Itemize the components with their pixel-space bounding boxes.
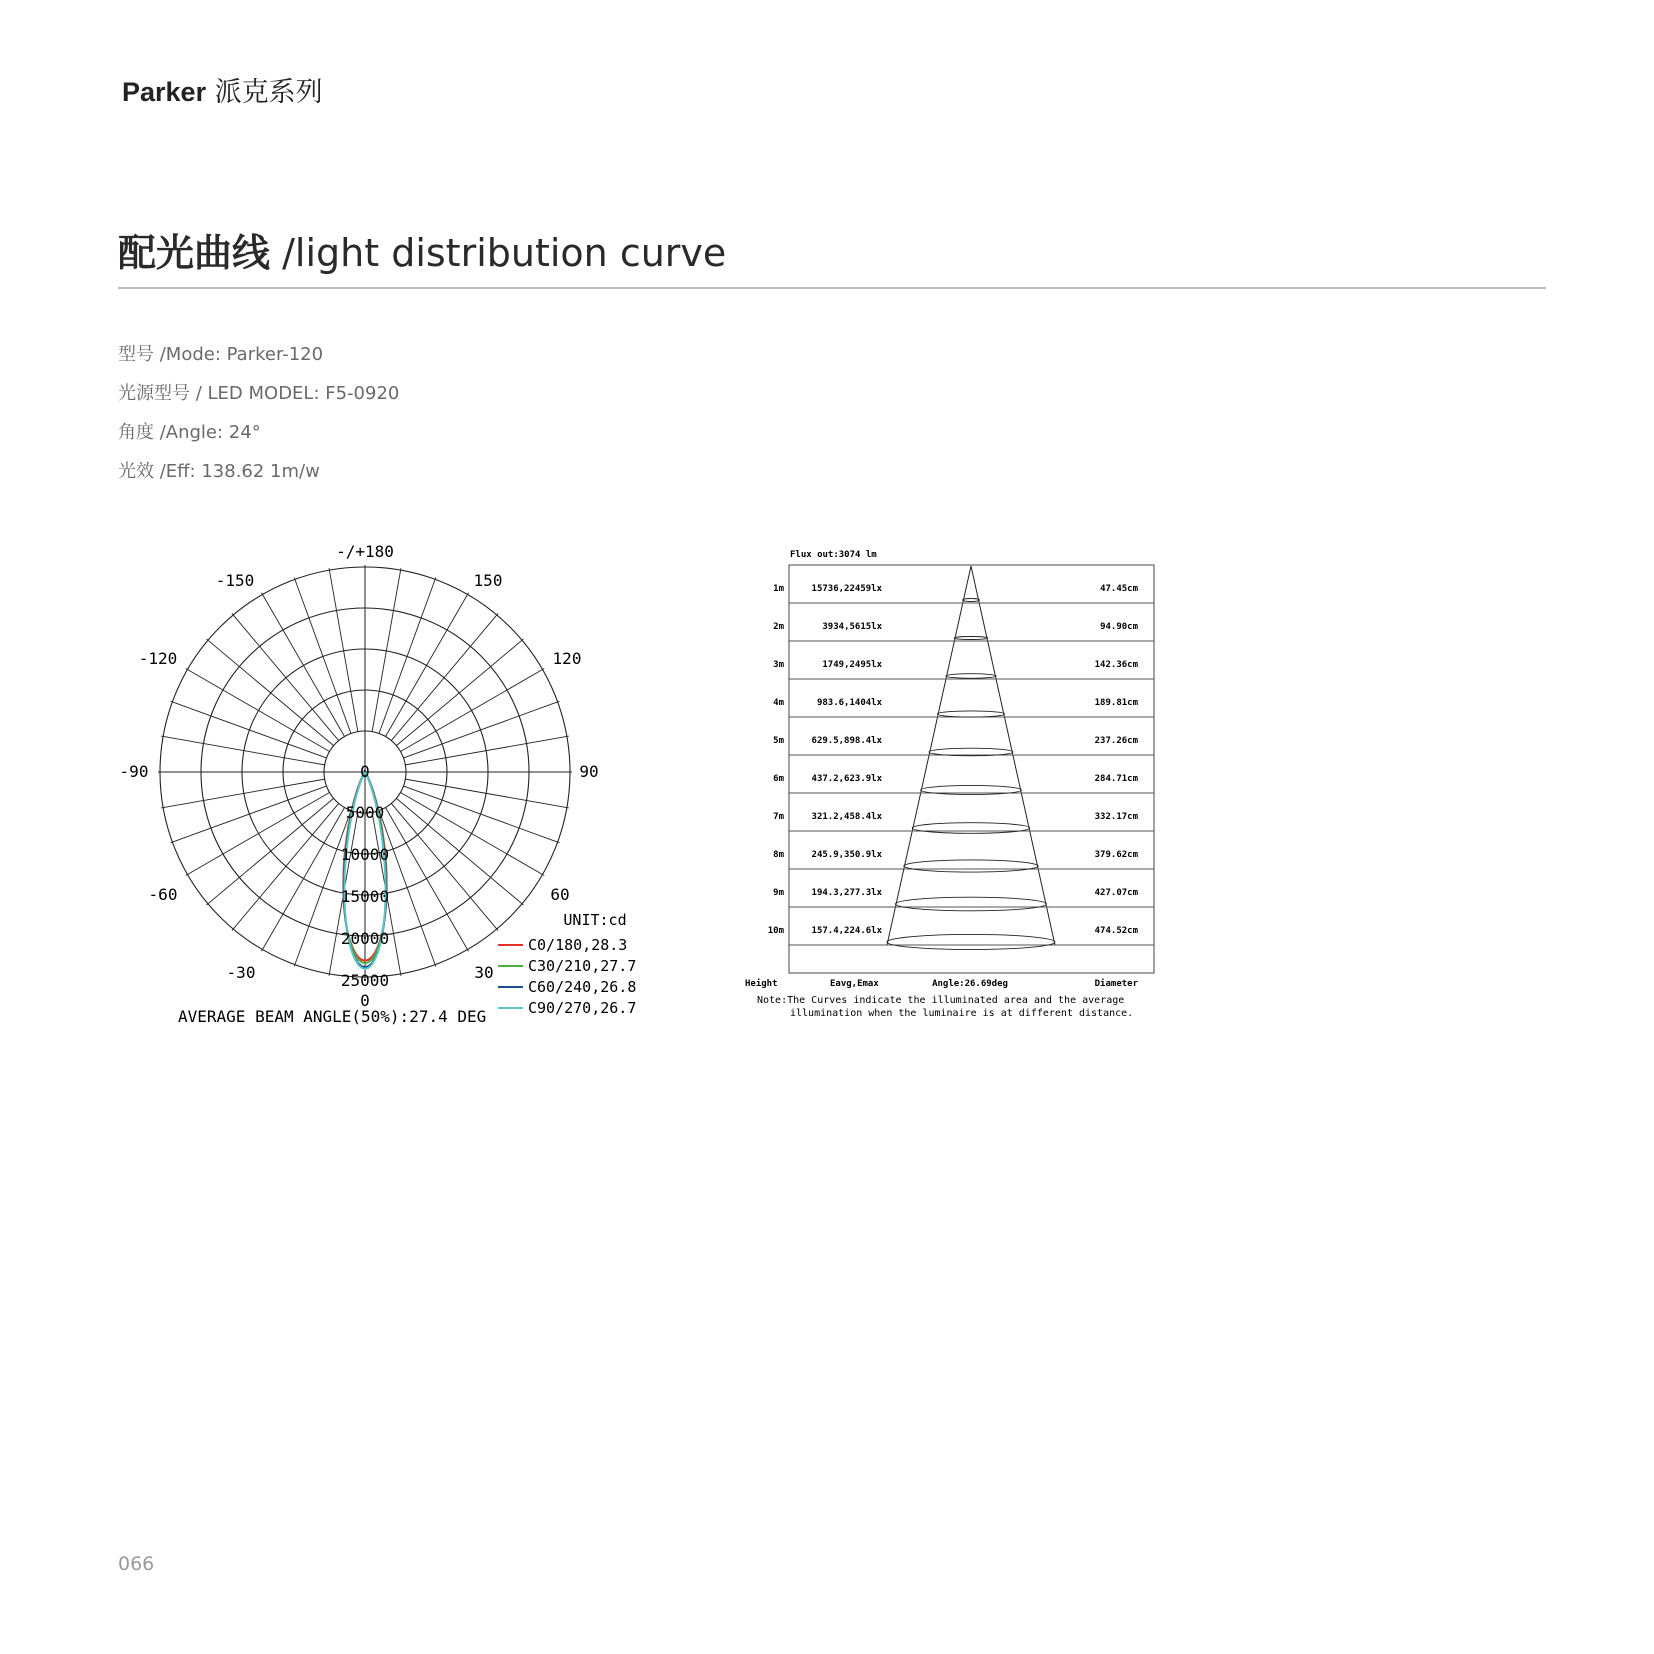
angle-label: -90 [119,762,149,781]
row-illuminance: 15736,22459lx [811,584,882,594]
row-diameter: 142.36cm [1094,660,1138,670]
row-height: 10m [767,926,784,936]
col-angle: Angle:26.69deg [932,979,1008,989]
polar-spoke [232,613,339,740]
row-illuminance: 245.9,350.9lx [811,850,882,860]
angle-label: 90 [579,762,599,781]
polar-spoke [170,786,326,843]
polar-spoke [186,793,330,876]
row-diameter: 47.45cm [1100,584,1138,594]
radial-label: 20000 [340,929,390,948]
legend-entry: C60/240,26.8 [528,978,637,996]
row-illuminance: 3934,5615lx [822,622,882,632]
polar-spoke [206,798,333,905]
angle-label: 60 [550,885,570,904]
polar-spoke [401,793,545,876]
angle-label: -/+180 [336,542,394,561]
row-diameter: 332.17cm [1094,812,1138,822]
polar-spoke [186,669,330,752]
polar-spoke [206,639,333,746]
row-diameter: 474.52cm [1094,926,1138,936]
polar-spoke [396,798,523,905]
legend-entry: C0/180,28.3 [528,936,628,954]
spec-model: 型号 /Mode: Parker-120 [118,344,324,365]
angle-label: -150 [215,571,255,590]
angle-label: 150 [473,571,503,590]
col-height: Height [745,979,778,989]
polar-spoke [401,669,545,752]
polar-spoke [379,577,436,733]
angle-label: 0 [360,762,370,781]
row-illuminance: 629.5,898.4lx [811,736,882,746]
illuminated-area [954,636,988,639]
angle-label: -60 [148,885,178,904]
polar-spoke [294,577,351,733]
note-line-1: Note:The Curves indicate the illuminated area and the average [757,995,1125,1006]
polar-spoke [396,639,523,746]
polar-spoke [391,613,498,740]
polar-spoke [404,786,560,843]
polar-chart [108,535,668,1035]
polar-spoke [386,593,469,737]
series-header [122,70,323,109]
row-height: 1m [773,584,784,594]
angle-label: 30 [474,963,494,982]
row-illuminance: 321.2,458.4lx [811,812,882,822]
polar-spoke [386,808,469,952]
spec-efficacy: 光效 /Eff: 138.62 1m/w [118,461,320,482]
angle-label: 0 [360,991,370,1010]
row-illuminance: 437.2,623.9lx [811,774,882,784]
row-diameter: 189.81cm [1094,698,1138,708]
section-title [118,222,726,277]
section-title-en: /light distribution curve [270,231,727,275]
row-height: 2m [773,622,784,632]
row-illuminance: 983.6,1404lx [816,698,882,708]
page-number: 066 [118,1553,155,1575]
legend-entry: C30/210,27.7 [528,957,637,975]
illuminance-cone-diagram [740,540,1180,1020]
row-diameter: 284.71cm [1094,774,1138,784]
row-diameter: 379.62cm [1094,850,1138,860]
title-divider [118,287,1546,289]
row-height: 9m [773,888,784,898]
legend-entry: C90/270,26.7 [528,999,637,1017]
illuminated-area [912,823,1030,834]
polar-spoke [262,593,345,737]
flux-out-label: Flux out:3074 lm [790,550,877,560]
illuminated-area [895,897,1046,911]
col-eavg: Eavg,Emax [830,979,879,989]
average-beam-angle: AVERAGE BEAM ANGLE(50%):27.4 DEG [178,1007,487,1026]
row-diameter: 94.90cm [1100,622,1138,632]
illuminated-area [963,599,980,602]
section-title-cn: 配光曲线 [118,231,271,275]
spec-angle: 角度 /Angle: 24° [118,422,261,443]
illuminated-area [937,711,1004,717]
unit-label: UNIT:cd [563,911,627,929]
brand-name: Parker [122,77,207,107]
angle-label: -120 [138,649,178,668]
row-height: 3m [773,660,784,670]
illuminated-area [904,860,1038,872]
radial-label: 25000 [340,971,390,990]
radial-label: 10000 [340,845,390,864]
cone-rows [768,584,1139,936]
radial-label: 5000 [345,803,385,822]
row-illuminance: 1749,2495lx [822,660,882,670]
polar-spoke [404,701,560,758]
series-name: 派克系列 [214,77,323,108]
row-diameter: 427.07cm [1094,888,1138,898]
row-diameter: 237.26cm [1094,736,1138,746]
row-height: 8m [773,850,784,860]
row-height: 6m [773,774,784,784]
row-height: 5m [773,736,784,746]
row-height: 7m [773,812,784,822]
polar-spoke [232,803,339,930]
row-height: 4m [773,698,784,708]
polar-spoke [262,808,345,952]
row-illuminance: 194.3,277.3lx [811,888,882,898]
polar-spoke [170,701,326,758]
angle-label: 120 [552,649,582,668]
radial-label: 15000 [340,887,390,906]
illuminated-area [946,674,996,679]
angle-label: -30 [226,963,256,982]
spec-led-model: 光源型号 / LED MODEL: F5-0920 [118,383,400,404]
col-diameter: Diameter [1094,979,1138,989]
note-line-2: illumination when the luminaire is at different distance. [790,1008,1134,1019]
illuminated-area [887,934,1055,949]
row-illuminance: 157.4,224.6lx [811,926,882,936]
polar-spoke [391,803,498,930]
